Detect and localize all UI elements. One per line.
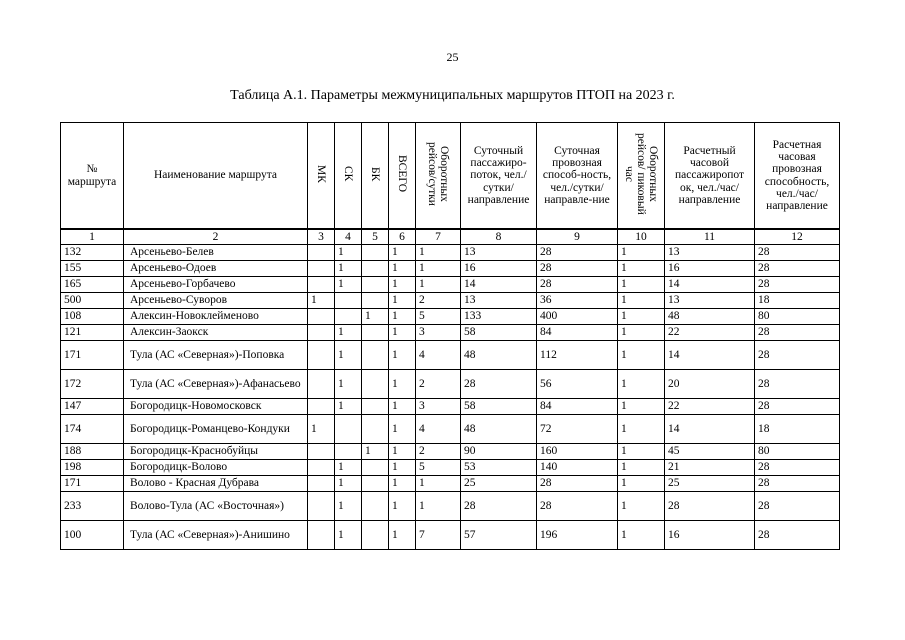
mk-cell xyxy=(308,444,335,460)
hourly-capacity-cell: 28 xyxy=(755,277,840,293)
turnover-peak-cell: 1 xyxy=(618,492,665,521)
table-row xyxy=(61,415,840,444)
total-cell: 1 xyxy=(389,476,416,492)
sk-cell: 1 xyxy=(335,476,362,492)
header-route-name: Наименование маршрута xyxy=(124,123,308,230)
total-cell: 1 xyxy=(389,444,416,460)
hourly-flow-cell: 14 xyxy=(665,415,755,444)
route-name-cell: Арсеньево-Суворов xyxy=(124,293,308,309)
bk-cell xyxy=(362,399,389,415)
table-row xyxy=(61,309,840,325)
header-daily-flow: Суточный пассажиро-поток, чел./сутки/ направление xyxy=(461,123,537,230)
mk-cell xyxy=(308,245,335,261)
table-row xyxy=(61,370,840,399)
turnover-peak-cell: 1 xyxy=(618,415,665,444)
bk-cell xyxy=(362,370,389,399)
sk-cell: 1 xyxy=(335,341,362,370)
bk-cell xyxy=(362,460,389,476)
route-name-cell: Тула (АС «Северная»)-Анишино xyxy=(124,521,308,550)
bk-cell xyxy=(362,261,389,277)
column-number: 2 xyxy=(124,229,308,245)
route-name-cell: Тула (АС «Северная»)-Поповка xyxy=(124,341,308,370)
bk-cell xyxy=(362,476,389,492)
daily-flow-cell: 28 xyxy=(461,492,537,521)
turnover-daily-cell: 7 xyxy=(416,521,461,550)
turnover-daily-cell: 4 xyxy=(416,415,461,444)
turnover-daily-cell: 3 xyxy=(416,325,461,341)
hourly-flow-cell: 22 xyxy=(665,325,755,341)
route-number-cell: 155 xyxy=(61,261,124,277)
route-name-cell: Богородицк-Краснобуйцы xyxy=(124,444,308,460)
hourly-capacity-cell: 80 xyxy=(755,309,840,325)
table-row xyxy=(61,399,840,415)
daily-capacity-cell: 28 xyxy=(537,245,618,261)
daily-capacity-cell: 28 xyxy=(537,277,618,293)
daily-capacity-cell: 72 xyxy=(537,415,618,444)
daily-capacity-cell: 84 xyxy=(537,399,618,415)
hourly-flow-cell: 25 xyxy=(665,476,755,492)
route-number-cell: 108 xyxy=(61,309,124,325)
header-turnover-peak: Оборотных рейсов/ пиковый час xyxy=(618,123,665,230)
column-number: 8 xyxy=(461,229,537,245)
hourly-flow-cell: 22 xyxy=(665,399,755,415)
daily-flow-cell: 53 xyxy=(461,460,537,476)
turnover-daily-cell: 5 xyxy=(416,460,461,476)
header-hourly-flow: Расчетный часовой пассажиропот ок, чел./час/ направление xyxy=(665,123,755,230)
total-cell: 1 xyxy=(389,492,416,521)
daily-flow-cell: 28 xyxy=(461,370,537,399)
mk-cell xyxy=(308,521,335,550)
header-total: ВСЕГО xyxy=(389,123,416,230)
header-bk: БК xyxy=(362,123,389,230)
daily-capacity-cell: 140 xyxy=(537,460,618,476)
route-number-cell: 121 xyxy=(61,325,124,341)
route-name-cell: Алексин-Заокск xyxy=(124,325,308,341)
turnover-daily-cell: 1 xyxy=(416,492,461,521)
daily-flow-cell: 16 xyxy=(461,261,537,277)
daily-capacity-cell: 56 xyxy=(537,370,618,399)
route-number-cell: 172 xyxy=(61,370,124,399)
hourly-capacity-cell: 28 xyxy=(755,521,840,550)
route-name-cell: Арсеньево-Одоев xyxy=(124,261,308,277)
hourly-flow-cell: 48 xyxy=(665,309,755,325)
total-cell: 1 xyxy=(389,245,416,261)
turnover-peak-cell: 1 xyxy=(618,245,665,261)
turnover-daily-cell: 4 xyxy=(416,341,461,370)
route-number-cell: 174 xyxy=(61,415,124,444)
daily-capacity-cell: 400 xyxy=(537,309,618,325)
turnover-daily-cell: 2 xyxy=(416,370,461,399)
table-row xyxy=(61,492,840,521)
page-number: 25 xyxy=(446,50,459,64)
column-number: 9 xyxy=(537,229,618,245)
mk-cell xyxy=(308,261,335,277)
header-turnover-daily: Оборотных рейсов/сутки xyxy=(416,123,461,230)
hourly-capacity-cell: 28 xyxy=(755,399,840,415)
hourly-capacity-cell: 28 xyxy=(755,370,840,399)
column-number: 3 xyxy=(308,229,335,245)
route-name-cell: Арсеньево-Горбачево xyxy=(124,277,308,293)
daily-flow-cell: 48 xyxy=(461,341,537,370)
mk-cell xyxy=(308,309,335,325)
bk-cell xyxy=(362,245,389,261)
turnover-daily-cell: 1 xyxy=(416,277,461,293)
turnover-peak-cell: 1 xyxy=(618,293,665,309)
turnover-peak-cell: 1 xyxy=(618,476,665,492)
table-row xyxy=(61,293,840,309)
sk-cell: 1 xyxy=(335,492,362,521)
mk-cell xyxy=(308,460,335,476)
total-cell: 1 xyxy=(389,277,416,293)
hourly-capacity-cell: 28 xyxy=(755,245,840,261)
route-number-cell: 171 xyxy=(61,476,124,492)
table-row xyxy=(61,521,840,550)
route-name-cell: Богородицк-Волово xyxy=(124,460,308,476)
daily-flow-cell: 25 xyxy=(461,476,537,492)
table-row xyxy=(61,325,840,341)
daily-flow-cell: 133 xyxy=(461,309,537,325)
header-sk: СК xyxy=(335,123,362,230)
turnover-peak-cell: 1 xyxy=(618,341,665,370)
total-cell: 1 xyxy=(389,415,416,444)
sk-cell xyxy=(335,415,362,444)
table-title: Таблица А.1. Параметры межмуниципальных маршрутов ПТОП на 2023 г. xyxy=(230,88,675,103)
daily-flow-cell: 14 xyxy=(461,277,537,293)
bk-cell xyxy=(362,293,389,309)
total-cell: 1 xyxy=(389,293,416,309)
hourly-capacity-cell: 28 xyxy=(755,460,840,476)
daily-flow-cell: 58 xyxy=(461,399,537,415)
mk-cell: 1 xyxy=(308,415,335,444)
turnover-peak-cell: 1 xyxy=(618,277,665,293)
header-mk: МК xyxy=(308,123,335,230)
table-row xyxy=(61,341,840,370)
sk-cell xyxy=(335,293,362,309)
hourly-capacity-cell: 28 xyxy=(755,325,840,341)
bk-cell xyxy=(362,341,389,370)
daily-capacity-cell: 196 xyxy=(537,521,618,550)
table-row xyxy=(61,444,840,460)
route-name-cell: Богородицк-Новомосковск xyxy=(124,399,308,415)
table-row xyxy=(61,460,840,476)
sk-cell: 1 xyxy=(335,460,362,476)
hourly-capacity-cell: 18 xyxy=(755,415,840,444)
mk-cell: 1 xyxy=(308,293,335,309)
turnover-daily-cell: 5 xyxy=(416,309,461,325)
sk-cell: 1 xyxy=(335,521,362,550)
route-number-cell: 500 xyxy=(61,293,124,309)
route-number-cell: 233 xyxy=(61,492,124,521)
mk-cell xyxy=(308,476,335,492)
mk-cell xyxy=(308,492,335,521)
mk-cell xyxy=(308,341,335,370)
turnover-peak-cell: 1 xyxy=(618,261,665,277)
route-name-cell: Тула (АС «Северная»)-Афанасьево xyxy=(124,370,308,399)
route-name-cell: Волово-Тула (АС «Восточная») xyxy=(124,492,308,521)
route-number-cell: 198 xyxy=(61,460,124,476)
route-name-cell: Волово - Красная Дубрава xyxy=(124,476,308,492)
hourly-flow-cell: 14 xyxy=(665,277,755,293)
table-row xyxy=(61,476,840,492)
turnover-daily-cell: 1 xyxy=(416,476,461,492)
hourly-flow-cell: 28 xyxy=(665,492,755,521)
header-hourly-capacity: Расчетная часовая провозная способность, чел./час/ направление xyxy=(755,123,840,230)
daily-capacity-cell: 28 xyxy=(537,476,618,492)
hourly-flow-cell: 16 xyxy=(665,261,755,277)
daily-flow-cell: 13 xyxy=(461,293,537,309)
bk-cell xyxy=(362,277,389,293)
sk-cell: 1 xyxy=(335,399,362,415)
daily-capacity-cell: 36 xyxy=(537,293,618,309)
hourly-capacity-cell: 28 xyxy=(755,476,840,492)
daily-flow-cell: 58 xyxy=(461,325,537,341)
route-number-cell: 132 xyxy=(61,245,124,261)
hourly-capacity-cell: 28 xyxy=(755,492,840,521)
route-number-cell: 100 xyxy=(61,521,124,550)
hourly-flow-cell: 13 xyxy=(665,293,755,309)
turnover-daily-cell: 2 xyxy=(416,444,461,460)
column-number: 12 xyxy=(755,229,840,245)
sk-cell: 1 xyxy=(335,325,362,341)
sk-cell xyxy=(335,309,362,325)
header-row xyxy=(61,123,840,230)
column-number: 10 xyxy=(618,229,665,245)
sk-cell: 1 xyxy=(335,261,362,277)
table-row xyxy=(61,261,840,277)
daily-capacity-cell: 112 xyxy=(537,341,618,370)
column-number: 6 xyxy=(389,229,416,245)
column-number-row xyxy=(61,229,840,245)
turnover-peak-cell: 1 xyxy=(618,325,665,341)
header-route-no: № маршрута xyxy=(61,123,124,230)
header-daily-capacity: Суточная провозная способ-ность, чел./сутки/ направле-ние xyxy=(537,123,618,230)
route-name-cell: Арсеньево-Белев xyxy=(124,245,308,261)
route-number-cell: 147 xyxy=(61,399,124,415)
turnover-daily-cell: 3 xyxy=(416,399,461,415)
daily-capacity-cell: 160 xyxy=(537,444,618,460)
hourly-flow-cell: 20 xyxy=(665,370,755,399)
mk-cell xyxy=(308,370,335,399)
turnover-peak-cell: 1 xyxy=(618,399,665,415)
turnover-daily-cell: 1 xyxy=(416,261,461,277)
daily-capacity-cell: 28 xyxy=(537,492,618,521)
turnover-daily-cell: 2 xyxy=(416,293,461,309)
hourly-capacity-cell: 18 xyxy=(755,293,840,309)
hourly-flow-cell: 16 xyxy=(665,521,755,550)
hourly-flow-cell: 45 xyxy=(665,444,755,460)
route-name-cell: Богородицк-Романцево-Кондуки xyxy=(124,415,308,444)
column-number: 11 xyxy=(665,229,755,245)
total-cell: 1 xyxy=(389,325,416,341)
sk-cell xyxy=(335,444,362,460)
total-cell: 1 xyxy=(389,309,416,325)
hourly-flow-cell: 14 xyxy=(665,341,755,370)
table-row xyxy=(61,245,840,261)
turnover-peak-cell: 1 xyxy=(618,521,665,550)
column-number: 1 xyxy=(61,229,124,245)
daily-flow-cell: 13 xyxy=(461,245,537,261)
bk-cell: 1 xyxy=(362,444,389,460)
total-cell: 1 xyxy=(389,399,416,415)
sk-cell: 1 xyxy=(335,245,362,261)
total-cell: 1 xyxy=(389,261,416,277)
turnover-peak-cell: 1 xyxy=(618,370,665,399)
daily-capacity-cell: 84 xyxy=(537,325,618,341)
column-number: 7 xyxy=(416,229,461,245)
total-cell: 1 xyxy=(389,460,416,476)
bk-cell xyxy=(362,521,389,550)
turnover-peak-cell: 1 xyxy=(618,309,665,325)
table-row xyxy=(61,277,840,293)
sk-cell: 1 xyxy=(335,277,362,293)
hourly-capacity-cell: 28 xyxy=(755,261,840,277)
sk-cell: 1 xyxy=(335,370,362,399)
daily-flow-cell: 57 xyxy=(461,521,537,550)
bk-cell xyxy=(362,325,389,341)
hourly-capacity-cell: 28 xyxy=(755,341,840,370)
hourly-flow-cell: 21 xyxy=(665,460,755,476)
total-cell: 1 xyxy=(389,521,416,550)
mk-cell xyxy=(308,399,335,415)
daily-flow-cell: 90 xyxy=(461,444,537,460)
daily-flow-cell: 48 xyxy=(461,415,537,444)
routes-table xyxy=(60,122,840,550)
mk-cell xyxy=(308,277,335,293)
route-name-cell: Алексин-Новоклейменово xyxy=(124,309,308,325)
turnover-peak-cell: 1 xyxy=(618,444,665,460)
route-number-cell: 171 xyxy=(61,341,124,370)
mk-cell xyxy=(308,325,335,341)
bk-cell: 1 xyxy=(362,309,389,325)
total-cell: 1 xyxy=(389,370,416,399)
turnover-daily-cell: 1 xyxy=(416,245,461,261)
turnover-peak-cell: 1 xyxy=(618,460,665,476)
column-number: 4 xyxy=(335,229,362,245)
bk-cell xyxy=(362,415,389,444)
daily-capacity-cell: 28 xyxy=(537,261,618,277)
hourly-capacity-cell: 80 xyxy=(755,444,840,460)
route-number-cell: 165 xyxy=(61,277,124,293)
total-cell: 1 xyxy=(389,341,416,370)
hourly-flow-cell: 13 xyxy=(665,245,755,261)
route-number-cell: 188 xyxy=(61,444,124,460)
table-body xyxy=(61,245,840,550)
bk-cell xyxy=(362,492,389,521)
column-number: 5 xyxy=(362,229,389,245)
